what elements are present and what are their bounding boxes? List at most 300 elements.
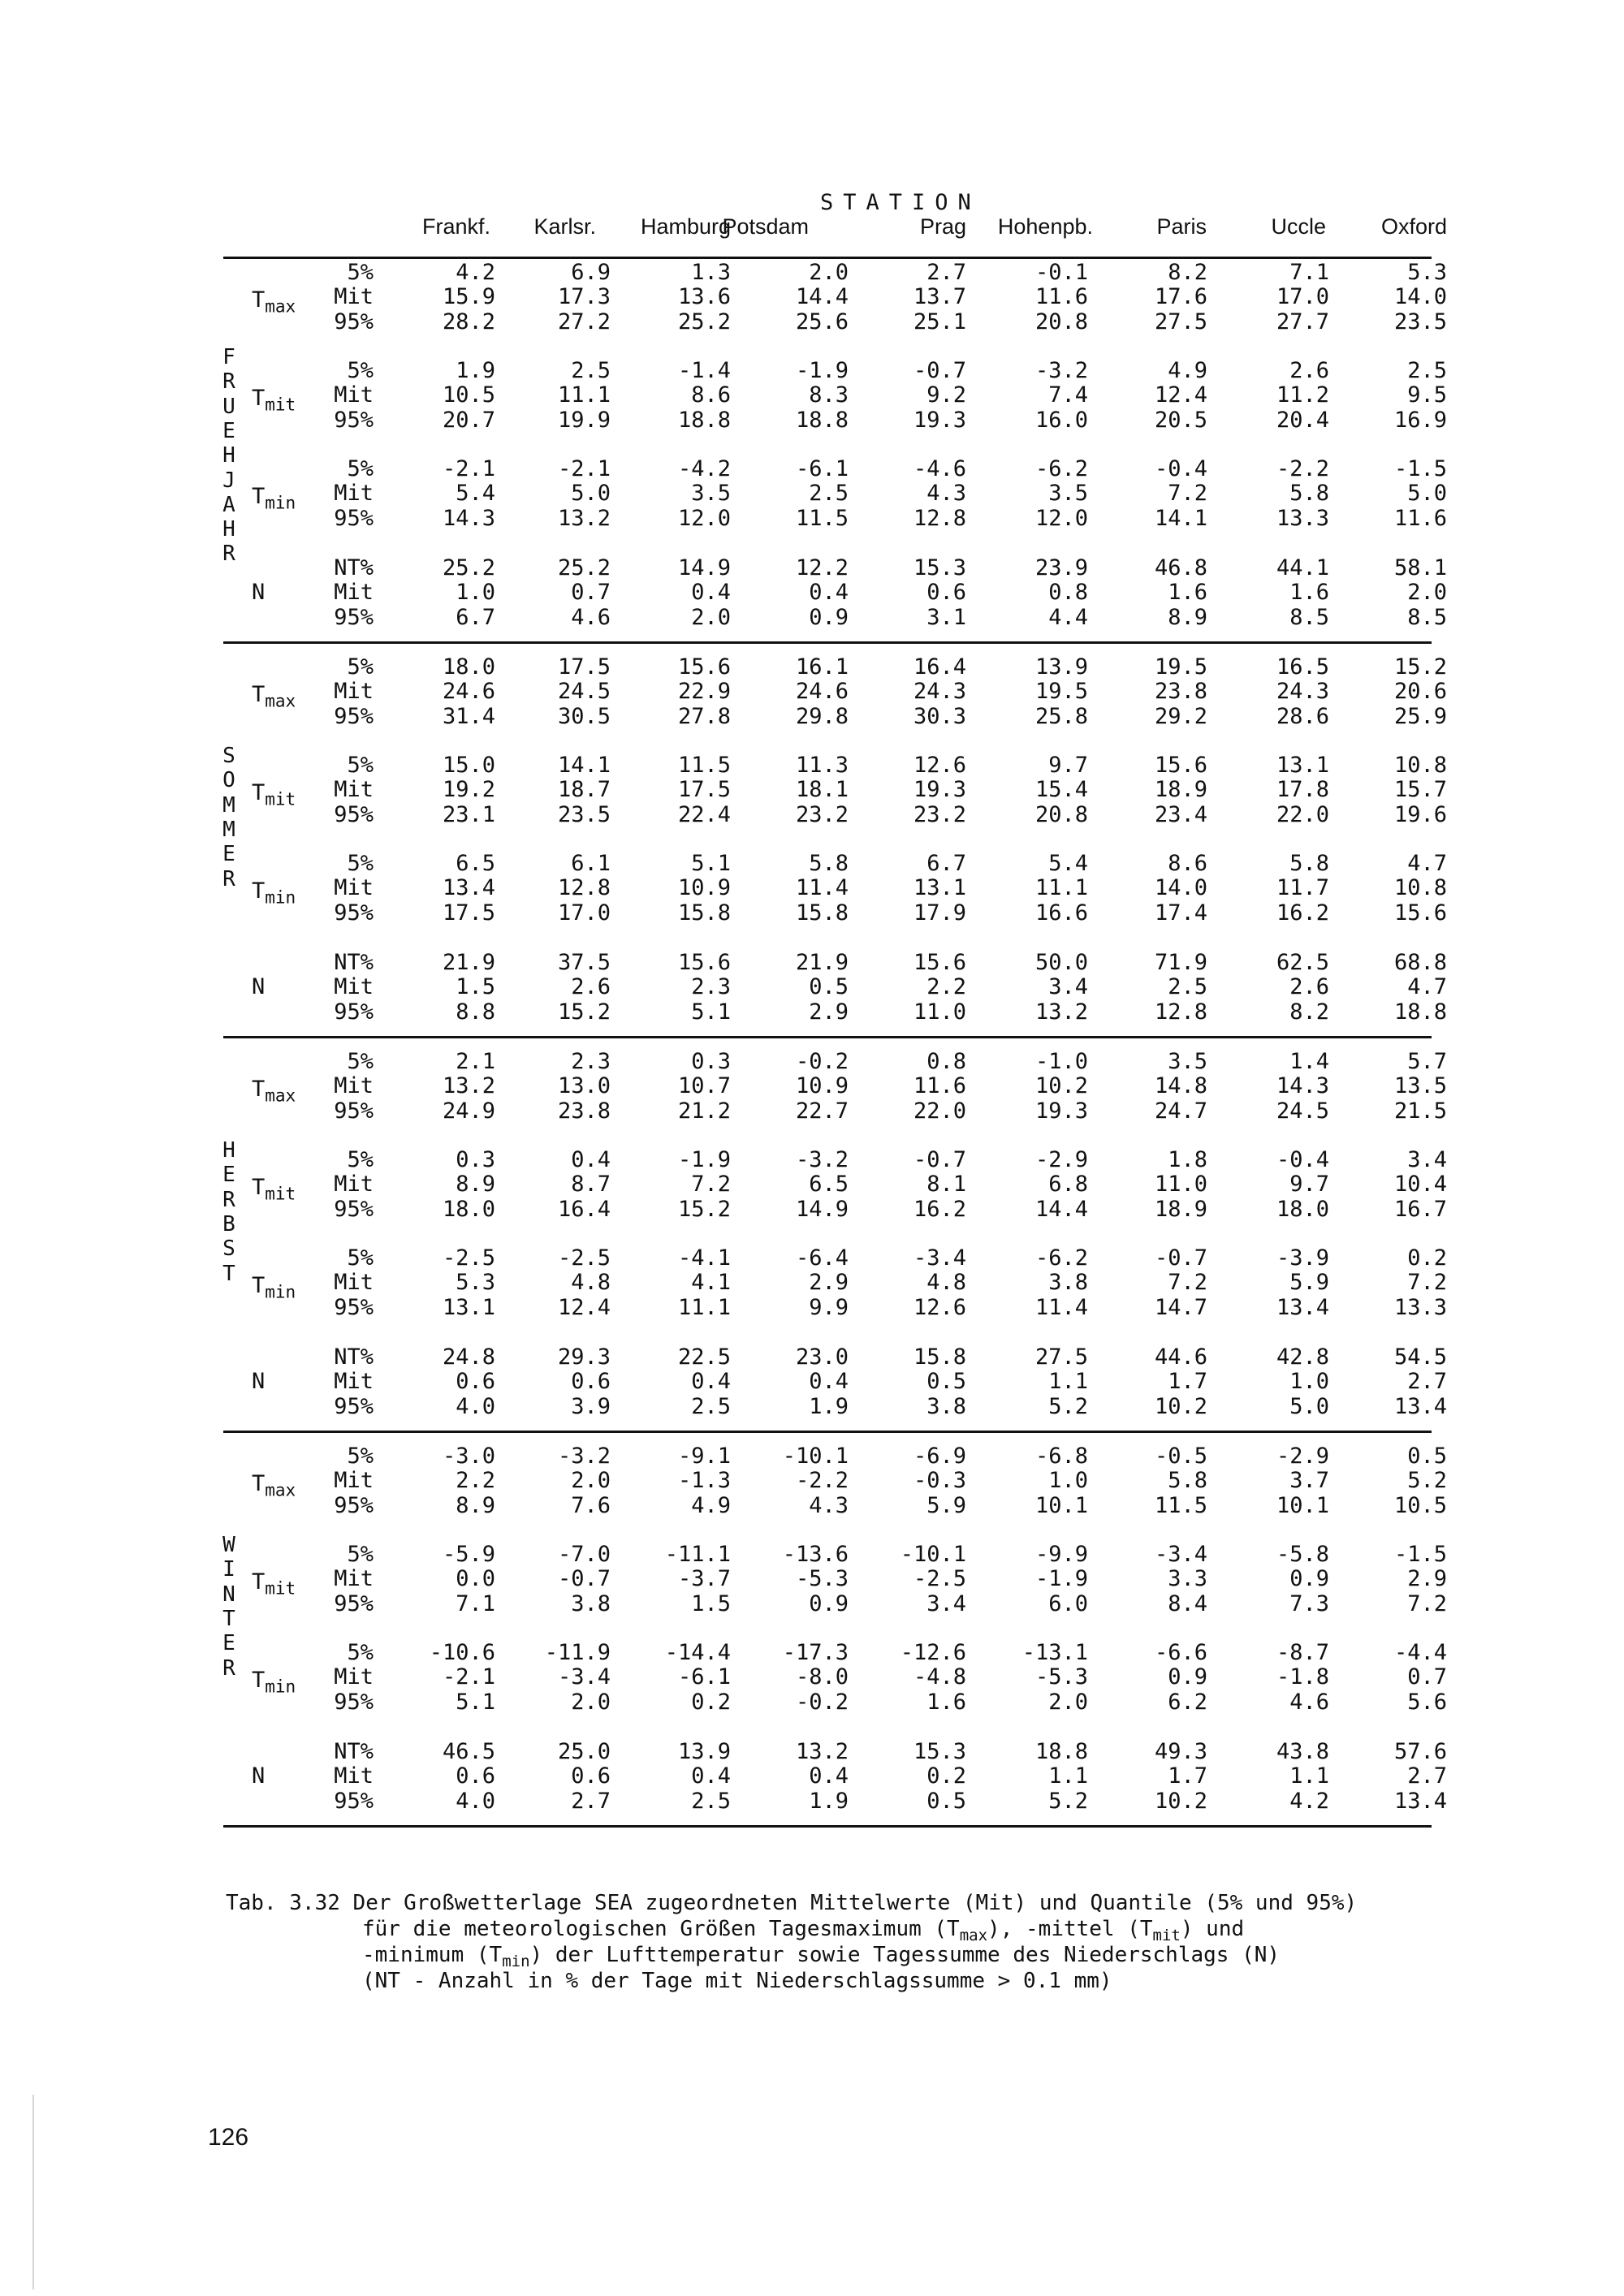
variable-label-n: N: [252, 1369, 266, 1395]
variable-label-tmin: $T_{min}$: [252, 1668, 296, 1697]
table-cell: 15.6: [913, 950, 966, 975]
stat-label: Mit: [334, 284, 374, 310]
table-cell: -6.2: [1034, 456, 1088, 481]
table-cell: 2.5: [571, 358, 611, 383]
table-cell: -14.4: [664, 1640, 731, 1665]
table-cell: -1.5: [1393, 1542, 1447, 1567]
table-cell: 8.5: [1407, 604, 1447, 630]
table-row: [0, 875, 1624, 900]
table-cell: 16.7: [1393, 1196, 1447, 1222]
table-row: [0, 1172, 1624, 1196]
season-letter: O: [222, 768, 235, 793]
table-cell: 0.4: [691, 580, 731, 606]
season-letter: H: [222, 517, 235, 542]
table-cell: 8.8: [456, 999, 495, 1025]
table-cell: -3.4: [1154, 1542, 1207, 1567]
table-cell: 1.9: [809, 1788, 849, 1814]
table-cell: 0.8: [1048, 580, 1088, 606]
table-cell: 3.4: [1407, 1147, 1447, 1172]
table-cell: 1.9: [809, 1393, 849, 1419]
table-cell: 0.4: [571, 1147, 611, 1172]
table-cell: 4.7: [1407, 974, 1447, 1000]
stat-label: Mit: [334, 875, 374, 901]
table-cell: 12.0: [1034, 505, 1088, 531]
table-cell: 13.2: [557, 505, 611, 531]
caption-line-2: für die meteorologischen Größen Tagesmaximum $(T_{max})$, -mittel $(T_{mit})$ und: [362, 1917, 1245, 1945]
stat-label: 95%: [334, 1294, 374, 1320]
table-cell: 15.6: [1154, 753, 1207, 778]
table-cell: 1.0: [1048, 1468, 1088, 1494]
table-cell: 1.0: [456, 580, 495, 606]
table-cell: 2.6: [1289, 358, 1329, 383]
table-cell: 16.4: [913, 654, 966, 680]
stat-label: 95%: [334, 900, 374, 926]
table-cell: -5.9: [442, 1542, 495, 1567]
season-letter: N: [222, 1582, 235, 1607]
variable-label-tmit: $T_{mit}$: [252, 1175, 296, 1204]
season-letter: M: [222, 817, 235, 842]
table-cell: -1.3: [677, 1468, 731, 1494]
table-cell: 13.0: [557, 1073, 611, 1099]
table-cell: 18.0: [442, 1196, 495, 1222]
table-cell: 0.6: [456, 1369, 495, 1395]
variable-label-tmin: $T_{min}$: [252, 1273, 296, 1302]
table-cell: 4.7: [1407, 851, 1447, 876]
table-cell: 5.0: [571, 481, 611, 507]
table-cell: -2.2: [1276, 456, 1329, 481]
season-letter: J: [222, 468, 235, 493]
table-cell: 0.5: [926, 1369, 966, 1395]
table-cell: 8.7: [571, 1172, 611, 1198]
season-letter: E: [222, 418, 235, 443]
table-cell: 0.5: [809, 974, 849, 1000]
table-cell: 0.6: [571, 1369, 611, 1395]
table-cell: -1.9: [677, 1147, 731, 1172]
table-cell: 10.9: [795, 1073, 849, 1099]
table-cell: 42.8: [1276, 1344, 1329, 1370]
caption-line-4: (NT - Anzahl in % der Tage mit Niederschlagssumme > 0.1 mm): [362, 1969, 1112, 1993]
table-cell: 1.7: [1168, 1369, 1207, 1395]
table-cell: 25.1: [913, 309, 966, 334]
table-row: [0, 1444, 1624, 1468]
table-cell: 6.2: [1168, 1689, 1207, 1715]
table-cell: 0.4: [809, 580, 849, 606]
table-cell: 5.0: [1407, 481, 1447, 507]
table-cell: 1.1: [1048, 1763, 1088, 1789]
season-letter: F: [222, 345, 235, 369]
table-cell: 25.2: [442, 555, 495, 580]
table-cell: 7.4: [1048, 382, 1088, 408]
table-cell: 11.1: [557, 382, 611, 408]
table-cell: 4.1: [691, 1270, 731, 1296]
table-cell: 16.1: [795, 654, 849, 680]
table-cell: -6.9: [913, 1444, 966, 1469]
table-cell: 5.2: [1048, 1393, 1088, 1419]
season-divider-rule: [223, 641, 1432, 644]
table-cell: -6.6: [1154, 1640, 1207, 1665]
stat-label: 95%: [334, 1689, 374, 1715]
table-cell: 24.5: [1276, 1098, 1329, 1124]
table-cell: 58.1: [1393, 555, 1447, 580]
season-letter: T: [222, 1261, 235, 1286]
table-cell: 10.5: [1393, 1492, 1447, 1518]
table-cell: 2.7: [1407, 1369, 1447, 1395]
table-row: [0, 851, 1624, 875]
table-cell: 6.9: [571, 260, 611, 285]
table-cell: 27.2: [557, 309, 611, 334]
table-cell: -1.8: [1276, 1664, 1329, 1690]
table-cell: 9.9: [809, 1294, 849, 1320]
table-cell: 24.3: [913, 679, 966, 705]
table-cell: 24.6: [442, 679, 495, 705]
table-cell: -0.7: [913, 1147, 966, 1172]
table-cell: 7.2: [1168, 481, 1207, 507]
table-cell: -6.1: [795, 456, 849, 481]
table-cell: 16.4: [557, 1196, 611, 1222]
table-cell: 13.1: [913, 875, 966, 901]
table-cell: 16.5: [1276, 654, 1329, 680]
table-cell: -4.6: [913, 456, 966, 481]
table-cell: 20.4: [1276, 407, 1329, 433]
table-cell: 2.0: [571, 1468, 611, 1494]
season-letter: R: [222, 369, 235, 395]
table-cell: 7.2: [1168, 1270, 1207, 1296]
table-cell: 15.6: [677, 950, 731, 975]
table-cell: 2.5: [691, 1393, 731, 1419]
table-cell: 5.8: [1168, 1468, 1207, 1494]
table-cell: 13.4: [1276, 1294, 1329, 1320]
table-cell: -0.3: [913, 1468, 966, 1494]
table-row: [0, 1591, 1624, 1616]
table-cell: 22.0: [1276, 801, 1329, 827]
table-cell: 17.9: [913, 900, 966, 926]
table-cell: 4.4: [1048, 604, 1088, 630]
season-letter: E: [222, 1163, 235, 1188]
table-cell: 10.4: [1393, 1172, 1447, 1198]
table-cell: 14.4: [795, 284, 849, 310]
table-cell: -0.2: [795, 1049, 849, 1074]
table-cell: 6.7: [926, 851, 966, 876]
table-cell: 14.4: [1034, 1196, 1088, 1222]
table-cell: 18.8: [677, 407, 731, 433]
table-cell: 19.6: [1393, 801, 1447, 827]
stat-label: 5%: [347, 1245, 374, 1271]
table-cell: -0.5: [1154, 1444, 1207, 1469]
table-row: [0, 1468, 1624, 1492]
table-cell: -2.5: [913, 1566, 966, 1592]
table-cell: 1.6: [1168, 580, 1207, 606]
table-row: [0, 654, 1624, 679]
table-row: [0, 1690, 1624, 1714]
station-header: Hohenpb.: [997, 214, 1093, 239]
table-cell: 10.2: [1154, 1393, 1207, 1419]
table-cell: 5.3: [456, 1270, 495, 1296]
table-cell: 22.7: [795, 1098, 849, 1124]
variable-label-tmit: $T_{mit}$: [252, 386, 296, 415]
table-cell: 5.3: [1407, 260, 1447, 285]
table-cell: 18.8: [795, 407, 849, 433]
season-letter: T: [222, 1606, 235, 1631]
table-cell: 28.6: [1276, 703, 1329, 729]
table-cell: 14.9: [795, 1196, 849, 1222]
stat-label: 5%: [347, 260, 374, 285]
table-cell: -2.9: [1276, 1444, 1329, 1469]
table-cell: 44.1: [1276, 555, 1329, 580]
table-cell: 3.5: [691, 481, 731, 507]
table-cell: 25.8: [1034, 703, 1088, 729]
table-cell: 5.4: [456, 481, 495, 507]
table-cell: -5.8: [1276, 1542, 1329, 1567]
table-cell: 2.2: [456, 1468, 495, 1494]
table-cell: 0.7: [571, 580, 611, 606]
table-cell: 2.0: [691, 604, 731, 630]
stat-label: 95%: [334, 801, 374, 827]
table-row: [0, 1073, 1624, 1098]
table-cell: 4.2: [1289, 1788, 1329, 1814]
stat-label: NT%: [334, 555, 374, 580]
table-cell: 14.3: [442, 505, 495, 531]
table-cell: 13.9: [1034, 654, 1088, 680]
table-cell: -4.4: [1393, 1640, 1447, 1665]
table-cell: 2.9: [809, 999, 849, 1025]
stat-label: 5%: [347, 1640, 374, 1665]
table-cell: 17.0: [557, 900, 611, 926]
table-cell: 9.7: [1048, 753, 1088, 778]
table-cell: 1.5: [456, 974, 495, 1000]
table-cell: 2.6: [1289, 974, 1329, 1000]
table-cell: 13.3: [1393, 1294, 1447, 1320]
stat-label: 95%: [334, 999, 374, 1025]
table-cell: 8.3: [809, 382, 849, 408]
table-cell: 15.6: [677, 654, 731, 680]
table-cell: 18.8: [1393, 999, 1447, 1025]
table-cell: 2.6: [571, 974, 611, 1000]
table-cell: 16.6: [1034, 900, 1088, 926]
table-row: [0, 1493, 1624, 1517]
table-cell: 11.1: [1034, 875, 1088, 901]
table-cell: -9.1: [677, 1444, 731, 1469]
table-cell: 13.6: [677, 284, 731, 310]
stat-label: 5%: [347, 1049, 374, 1074]
stat-label: Mit: [334, 1270, 374, 1296]
table-cell: 8.6: [1168, 851, 1207, 876]
table-cell: 2.0: [809, 260, 849, 285]
table-cell: 23.0: [795, 1344, 849, 1370]
table-cell: 4.0: [456, 1788, 495, 1814]
table-cell: 0.9: [809, 1590, 849, 1616]
table-row: [0, 309, 1624, 334]
table-cell: 17.5: [677, 777, 731, 803]
table-cell: 1.0: [1289, 1369, 1329, 1395]
stat-label: Mit: [334, 1566, 374, 1592]
table-cell: 0.4: [691, 1369, 731, 1395]
table-cell: 11.4: [795, 875, 849, 901]
table-cell: 5.2: [1048, 1788, 1088, 1814]
table-cell: 9.7: [1289, 1172, 1329, 1198]
variable-label-tmin: $T_{min}$: [252, 878, 296, 908]
table-cell: 7.6: [571, 1492, 611, 1518]
table-cell: 43.8: [1276, 1739, 1329, 1764]
table-cell: -3.2: [795, 1147, 849, 1172]
table-cell: 14.9: [677, 555, 731, 580]
table-cell: 5.9: [926, 1492, 966, 1518]
table-cell: 12.6: [913, 1294, 966, 1320]
table-cell: -3.7: [677, 1566, 731, 1592]
table-cell: 5.9: [1289, 1270, 1329, 1296]
table-cell: 10.8: [1393, 875, 1447, 901]
table-cell: 14.8: [1154, 1073, 1207, 1099]
table-cell: -17.3: [782, 1640, 849, 1665]
table-cell: -10.1: [900, 1542, 966, 1567]
season-letter: E: [222, 842, 235, 867]
table-cell: 5.8: [809, 851, 849, 876]
table-cell: 20.5: [1154, 407, 1207, 433]
table-cell: 11.6: [913, 1073, 966, 1099]
table-cell: -2.5: [557, 1245, 611, 1271]
table-cell: 19.3: [1034, 1098, 1088, 1124]
variable-label-tmin: $T_{min}$: [252, 484, 296, 513]
table-row: [0, 260, 1624, 284]
stat-label: NT%: [334, 1739, 374, 1764]
table-cell: 3.8: [926, 1393, 966, 1419]
stat-label: NT%: [334, 1344, 374, 1370]
table-cell: 11.2: [1276, 382, 1329, 408]
caption-line-1: Der Großwetterlage SEA zugeordneten Mittelwerte (Mit) und Quantile (5% und 95%): [352, 1891, 1358, 1915]
table-cell: 29.8: [795, 703, 849, 729]
table-cell: 1.4: [1289, 1049, 1329, 1074]
table-row: [0, 1049, 1624, 1073]
table-cell: -8.0: [795, 1664, 849, 1690]
table-cell: 15.8: [795, 900, 849, 926]
table-cell: -4.2: [677, 456, 731, 481]
table-cell: -2.5: [442, 1245, 495, 1271]
season-letter: R: [222, 1655, 235, 1681]
stat-label: 95%: [334, 1196, 374, 1222]
table-cell: -11.1: [664, 1542, 731, 1567]
table-cell: 22.0: [913, 1098, 966, 1124]
table-cell: 0.8: [926, 1049, 966, 1074]
table-cell: -2.1: [557, 456, 611, 481]
table-row: [0, 1640, 1624, 1664]
table-cell: 10.1: [1034, 1492, 1088, 1518]
season-letter: S: [222, 744, 235, 768]
table-cell: 1.5: [691, 1590, 731, 1616]
stat-label: 5%: [347, 654, 374, 680]
table-cell: 7.2: [691, 1172, 731, 1198]
table-row: [0, 1739, 1624, 1763]
table-cell: 50.0: [1034, 950, 1088, 975]
table-cell: 15.8: [913, 1344, 966, 1370]
table-row: [0, 679, 1624, 703]
table-row: [0, 1295, 1624, 1319]
stat-label: Mit: [334, 679, 374, 705]
season-letter: B: [222, 1211, 235, 1236]
table-cell: 3.9: [571, 1393, 611, 1419]
table-cell: 13.1: [442, 1294, 495, 1320]
table-cell: 0.2: [691, 1689, 731, 1715]
table-row: [0, 753, 1624, 777]
table-cell: 27.5: [1034, 1344, 1088, 1370]
table-cell: 3.5: [1168, 1049, 1207, 1074]
table-cell: 2.5: [1407, 358, 1447, 383]
table-cell: -2.9: [1034, 1147, 1088, 1172]
caption-line-3: -minimum $(T_{min})$ der Lufttemperatur sowie Tagessumme des Niederschlags (N): [362, 1943, 1281, 1971]
table-cell: 23.4: [1154, 801, 1207, 827]
table-row: [0, 950, 1624, 974]
table-cell: 6.8: [1048, 1172, 1088, 1198]
season-letter: S: [222, 1236, 235, 1262]
table-cell: -1.4: [677, 358, 731, 383]
stat-label: Mit: [334, 1369, 374, 1395]
table-cell: 9.2: [926, 382, 966, 408]
table-cell: 0.7: [1407, 1664, 1447, 1690]
table-cell: 23.8: [557, 1098, 611, 1124]
table-cell: 1.1: [1289, 1763, 1329, 1789]
table-cell: 5.6: [1407, 1689, 1447, 1715]
table-cell: 71.9: [1154, 950, 1207, 975]
table-cell: 24.3: [1276, 679, 1329, 705]
table-cell: 11.0: [1154, 1172, 1207, 1198]
table-cell: -0.7: [557, 1566, 611, 1592]
table-cell: 0.0: [456, 1566, 495, 1592]
table-cell: 4.3: [809, 1492, 849, 1518]
stat-label: NT%: [334, 950, 374, 975]
table-cell: 19.5: [1154, 654, 1207, 680]
table-cell: 3.7: [1289, 1468, 1329, 1494]
table-cell: 6.5: [809, 1172, 849, 1198]
table-cell: 11.1: [677, 1294, 731, 1320]
table-cell: 15.0: [442, 753, 495, 778]
table-cell: 7.1: [1289, 260, 1329, 285]
table-cell: 24.6: [795, 679, 849, 705]
table-cell: 2.0: [1048, 1689, 1088, 1715]
table-cell: 1.1: [1048, 1369, 1088, 1395]
table-cell: 13.5: [1393, 1073, 1447, 1099]
table-cell: 7.2: [1407, 1270, 1447, 1296]
table-row: [0, 1098, 1624, 1123]
table-cell: -13.6: [782, 1542, 849, 1567]
stat-label: Mit: [334, 1073, 374, 1099]
table-cell: -5.3: [1034, 1664, 1088, 1690]
station-header-row: [0, 214, 1624, 244]
table-cell: 4.6: [571, 604, 611, 630]
stat-label: 95%: [334, 1393, 374, 1419]
stat-label: Mit: [334, 382, 374, 408]
station-header: Hamburg: [640, 214, 731, 239]
table-cell: -2.1: [442, 1664, 495, 1690]
season-divider-rule: [223, 1431, 1432, 1433]
table-cell: 25.6: [795, 309, 849, 334]
table-row: [0, 1763, 1624, 1788]
table-cell: 0.9: [809, 604, 849, 630]
table-cell: 5.8: [1289, 481, 1329, 507]
table-cell: 16.2: [1276, 900, 1329, 926]
stat-label: 5%: [347, 358, 374, 383]
table-cell: 5.0: [1289, 1393, 1329, 1419]
table-cell: 11.0: [913, 999, 966, 1025]
table-cell: 5.1: [691, 999, 731, 1025]
table-cell: 21.5: [1393, 1098, 1447, 1124]
table-cell: 5.7: [1407, 1049, 1447, 1074]
table-cell: 7.1: [456, 1590, 495, 1616]
table-cell: 10.7: [677, 1073, 731, 1099]
table-row: [0, 1369, 1624, 1393]
table-cell: 12.2: [795, 555, 849, 580]
table-cell: -0.7: [1154, 1245, 1207, 1271]
table-cell: -1.0: [1034, 1049, 1088, 1074]
table-cell: 15.6: [1393, 900, 1447, 926]
table-cell: 4.8: [926, 1270, 966, 1296]
